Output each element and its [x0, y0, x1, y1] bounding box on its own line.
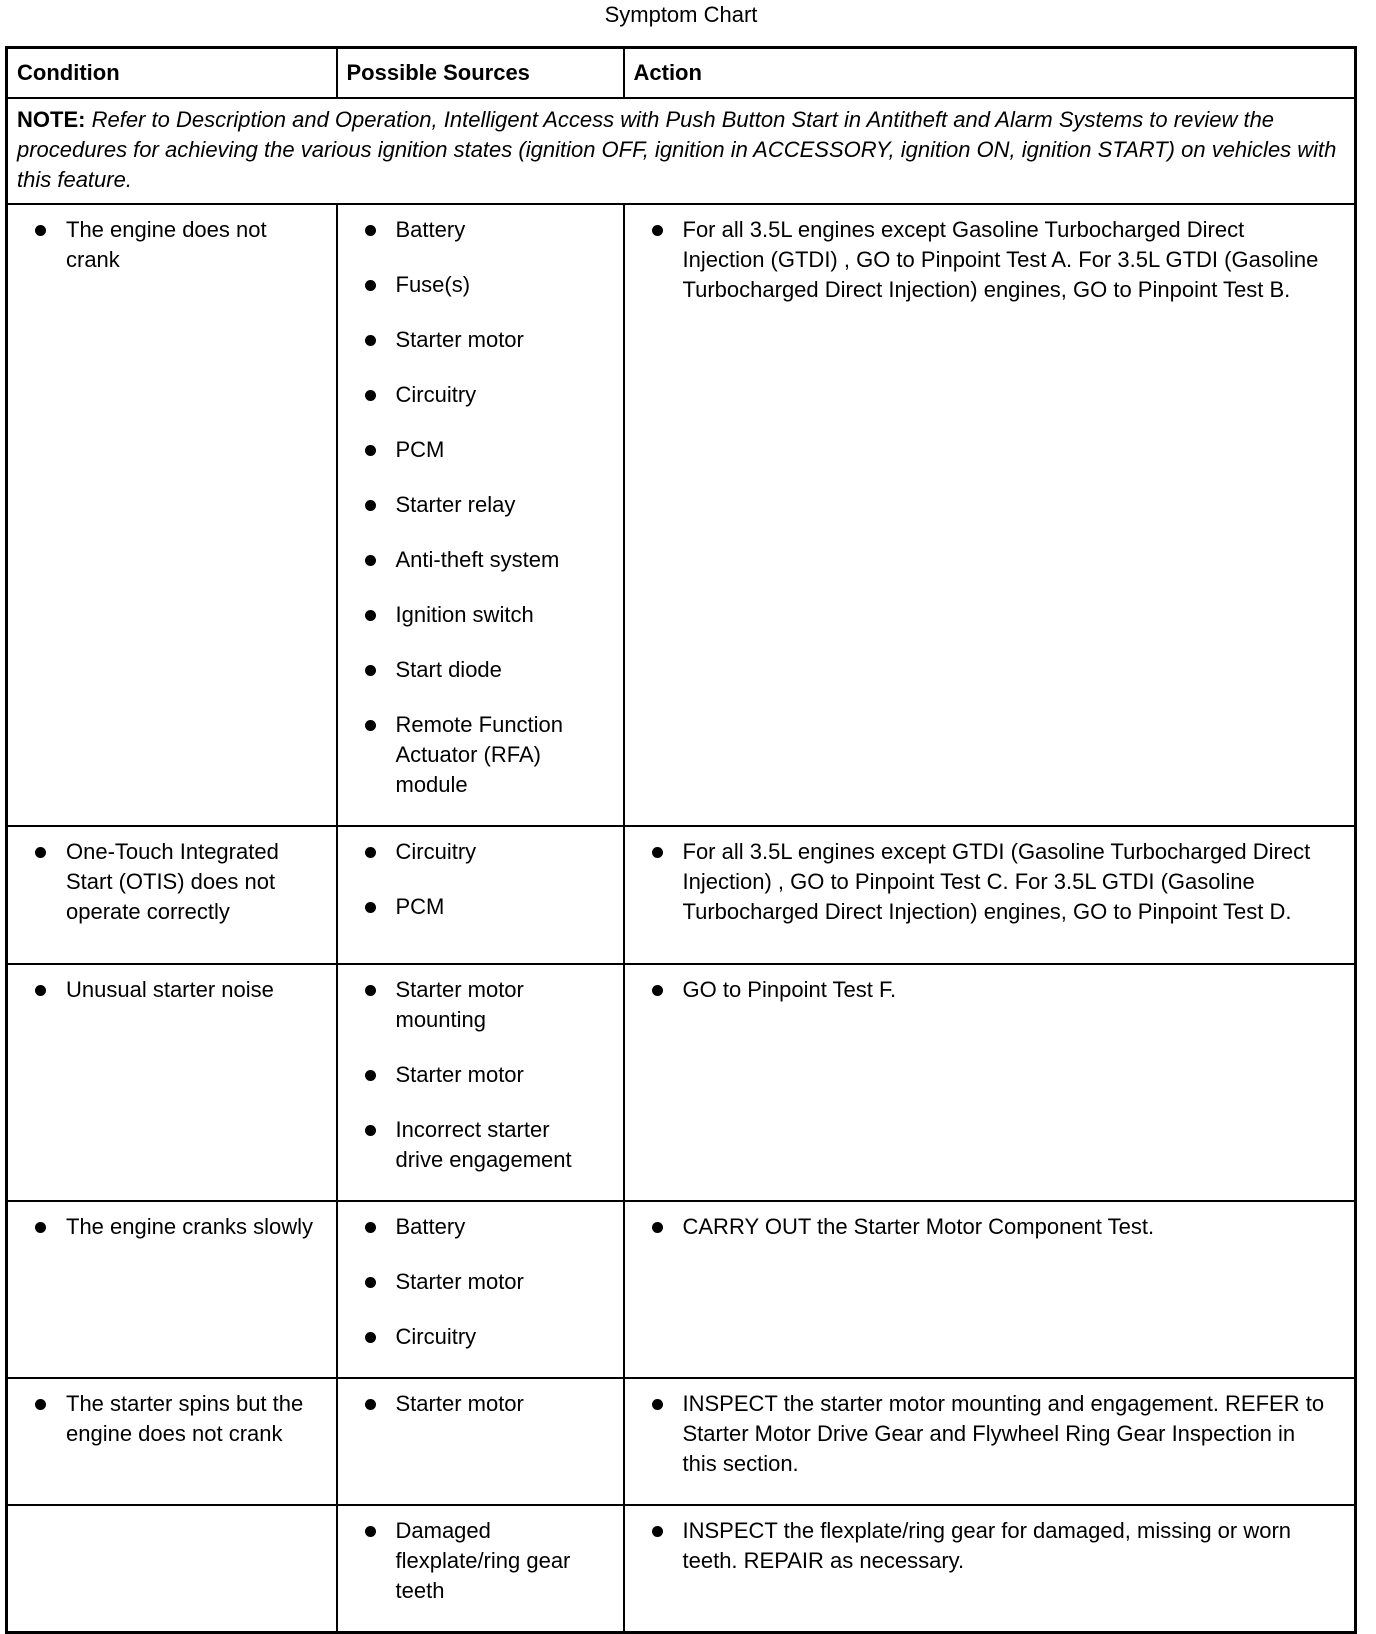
condition-cell [7, 1378, 337, 1505]
list-item: INSPECT the starter motor mounting and engagement. REFER to Starter Motor Drive Gear and Flywheel Ring Gear Inspection in this section. [625, 1389, 1333, 1479]
note-label: NOTE: [17, 107, 86, 132]
possible-sources-cell [337, 204, 624, 826]
list-item: The starter spins but the engine does not crank [8, 1389, 314, 1449]
header-possible-sources: Possible Sources [337, 48, 624, 99]
list-item: Circuitry [338, 837, 601, 867]
table-row [7, 1378, 1356, 1505]
possible-sources-cell [337, 826, 624, 964]
condition-cell [7, 1201, 337, 1378]
list-item: One-Touch Integrated Start (OTIS) does not operate correctly [8, 837, 314, 927]
note-text: Refer to Description and Operation, Intelligent Access with Push Button Start in Antitheft and Alarm Systems to review the procedures for achieving the various ignition states (ignition OFF, ignition in ACCESSORY, ignition ON, ignition START) on vehicles with this feature. [17, 107, 1337, 192]
list-item: Damaged flexplate/ring gear teeth [338, 1516, 601, 1606]
list-item: Circuitry [338, 380, 601, 410]
list-item: PCM [338, 435, 601, 465]
possible-sources-cell [337, 1505, 624, 1633]
list-item: Fuse(s) [338, 270, 601, 300]
action-cell [624, 204, 1356, 826]
header-row [7, 48, 1356, 99]
table-row [7, 1505, 1356, 1633]
table-row [7, 964, 1356, 1201]
list-item: For all 3.5L engines except Gasoline Turbocharged Direct Injection (GTDI) , GO to Pinpoint Test A. For 3.5L GTDI (Gasoline Turbocharged Direct Injection) engines, GO to Pinpoint Test B. [625, 215, 1333, 305]
list-item: Ignition switch [338, 600, 601, 630]
list-item: PCM [338, 892, 601, 922]
action-cell [624, 1201, 1356, 1378]
table-row [7, 826, 1356, 964]
condition-cell [7, 964, 337, 1201]
list-item: Starter motor [338, 1267, 601, 1297]
list-item: Starter relay [338, 490, 601, 520]
table-row [7, 1201, 1356, 1378]
list-item: The engine does not crank [8, 215, 314, 275]
header-condition: Condition [7, 48, 337, 99]
condition-cell [7, 1505, 337, 1633]
note-cell [7, 98, 1356, 204]
list-item: INSPECT the flexplate/ring gear for damaged, missing or worn teeth. REPAIR as necessary. [625, 1516, 1333, 1576]
table-row [7, 204, 1356, 826]
list-item: Starter motor [338, 1060, 601, 1090]
list-item: Starter motor mounting [338, 975, 601, 1035]
possible-sources-cell [337, 1378, 624, 1505]
list-item: Starter motor [338, 1389, 601, 1419]
list-item: Starter motor [338, 325, 601, 355]
condition-cell [7, 826, 337, 964]
possible-sources-cell [337, 1201, 624, 1378]
header-action: Action [624, 48, 1356, 99]
list-item: Battery [338, 215, 601, 245]
action-cell [624, 826, 1356, 964]
action-cell [624, 964, 1356, 1201]
list-item: For all 3.5L engines except GTDI (Gasoline Turbocharged Direct Injection) , GO to Pinpoint Test C. For 3.5L GTDI (Gasoline Turbocharged Direct Injection) engines, GO to Pinpoint Test D. [625, 837, 1333, 927]
page-title: Symptom Chart [604, 2, 758, 27]
possible-sources-cell [337, 964, 624, 1201]
list-item: Battery [338, 1212, 601, 1242]
action-cell [624, 1378, 1356, 1505]
action-cell [624, 1505, 1356, 1633]
list-item: Circuitry [338, 1322, 601, 1352]
note-row [7, 98, 1356, 204]
list-item: GO to Pinpoint Test F. [625, 975, 1333, 1005]
symptom-chart-table [5, 46, 1357, 1634]
list-item: The engine cranks slowly [8, 1212, 314, 1242]
list-item: CARRY OUT the Starter Motor Component Test. [625, 1212, 1333, 1242]
list-item: Unusual starter noise [8, 975, 314, 1005]
list-item: Incorrect starter drive engagement [338, 1115, 601, 1175]
list-item: Remote Function Actuator (RFA) module [338, 710, 601, 800]
list-item: Anti-theft system [338, 545, 601, 575]
condition-cell [7, 204, 337, 826]
list-item: Start diode [338, 655, 601, 685]
